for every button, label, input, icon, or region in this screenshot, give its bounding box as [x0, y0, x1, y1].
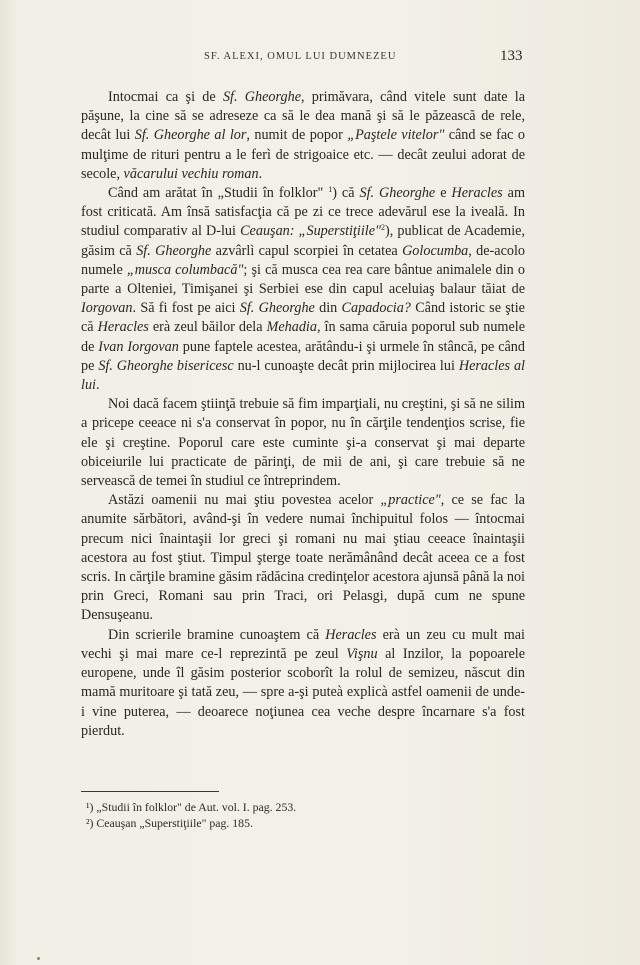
- running-head: SF. ALEXI, OMUL LUI DUMNEZEU: [204, 51, 397, 62]
- paragraph-2: Când am arătat în „Studii în folklor" $^1$) că Sf. Gheorghe e Heracles am fost criticată. Am însă satisfacţia că pe zi ce trece adevărul ese la iveală. In studiul comparativ al D-lui Ceauşan: „Superstiţiile"$^2$), publicat de Academie, găsim că Sf. Gheorghe azvârlì capul scorpiei în cetatea Golocumba, de-acolo numele „musca columbacă"; şi că musca cea rea care bântue animalele din o parte a Olteniei, Timişanei şi Serbiei ese din capul aceluiaş balaur tăiat de Iorgovan. Să fi fost pe aici Sf. Gheorghe din Capadocia? Când istoric se ştie că Heracles erà zeul băilor dela Mehadia, în sama căruia poporul sub numele de Ivan Iorgovan pune faptele acestea, arătându-i şi urmele în stâncă, pe când pe Sf. Gheorghe bisericesc nu-l cunoaşte decât prin mijlocirea lui Heracles al lui.: [81, 185, 525, 394]
- paragraph-4: Astăzi oamenii nu mai ştiu povestea acelor „practice", ce se fac la anumite sărbători, având-şi în vedere numai închipuitul folos — întocmai precum nici înaintaşii lor greci şi romani nu mai ştiau ceeace înaintaşii acestora au fost ştiut. Timpul şterge toate nerămânând decât aceea ce a fost scris. In cărţile bramine găsim rădăcina credinţelor acestora ajunsă până la noi prin Greci, Romani sau prin Traci, ori Pelasgi, după cum ne spune Densuşeanu.: [81, 492, 525, 624]
- footnote-1: ¹) „Studii în folklor" de Aut. vol. I. pag. 253.: [86, 800, 297, 814]
- paragraph-1: Intocmai ca şi de Sf. Gheorghe, primăvara, când vitele sunt date la păşune, la cine să se adreseze ca să le dea mană şi să le păzească de rele, decât lui Sf. Gheorghe al lor, numit de popor „Paştele vitelor" când se fac o mulţime de rituri pentru a le ferì de strigoaice etc. — decât zeului adorat de secole, văcarului vechiu roman.: [81, 89, 525, 182]
- page-header: [0, 47, 640, 69]
- footnote-ref-2: 2: [381, 223, 386, 233]
- footnote-rule: [81, 791, 219, 792]
- paragraph-3: Noi dacă facem ştiinţă trebuie să fim imparţiali, nu creştini, şi să ne silim a pricepe ceeace ni s'a conservat în popor, nu în cărţile tendenţios scrise, fie ele şi creştine. Poporul care este cuminte şi-a conservat şi mai departe obiceiurile lui practicate de părinţi, de mii de ani, şi care trebuie să ne servească de temei în studiul ce întreprindem.: [81, 396, 525, 490]
- footnote-2: ²) Ceauşan „Superstiţiile" pag. 185.: [86, 816, 253, 830]
- paper-speck: [37, 957, 40, 960]
- body-text: [81, 88, 525, 741]
- footnotes: [86, 799, 506, 831]
- page-number: 133: [500, 48, 523, 64]
- paragraph-5: Din scrierile bramine cunoaştem că Heracles erà un zeu cu mult mai vechi şi mai mare ce-l reprezintă pe zeul Vişnu al Inzilor, la popoarele europene, unde îl găsim posterior scoborît la rolul de semizeu, născut din mamă muritoare şi tată zeu, — spre a-şi puteà explicà astfel oamenii de unde-i vine puterea, — deoarece noţiunea cea veche despre încarnare s'a fost pierdut.: [81, 626, 526, 739]
- footnote-ref-1: 1: [328, 185, 333, 195]
